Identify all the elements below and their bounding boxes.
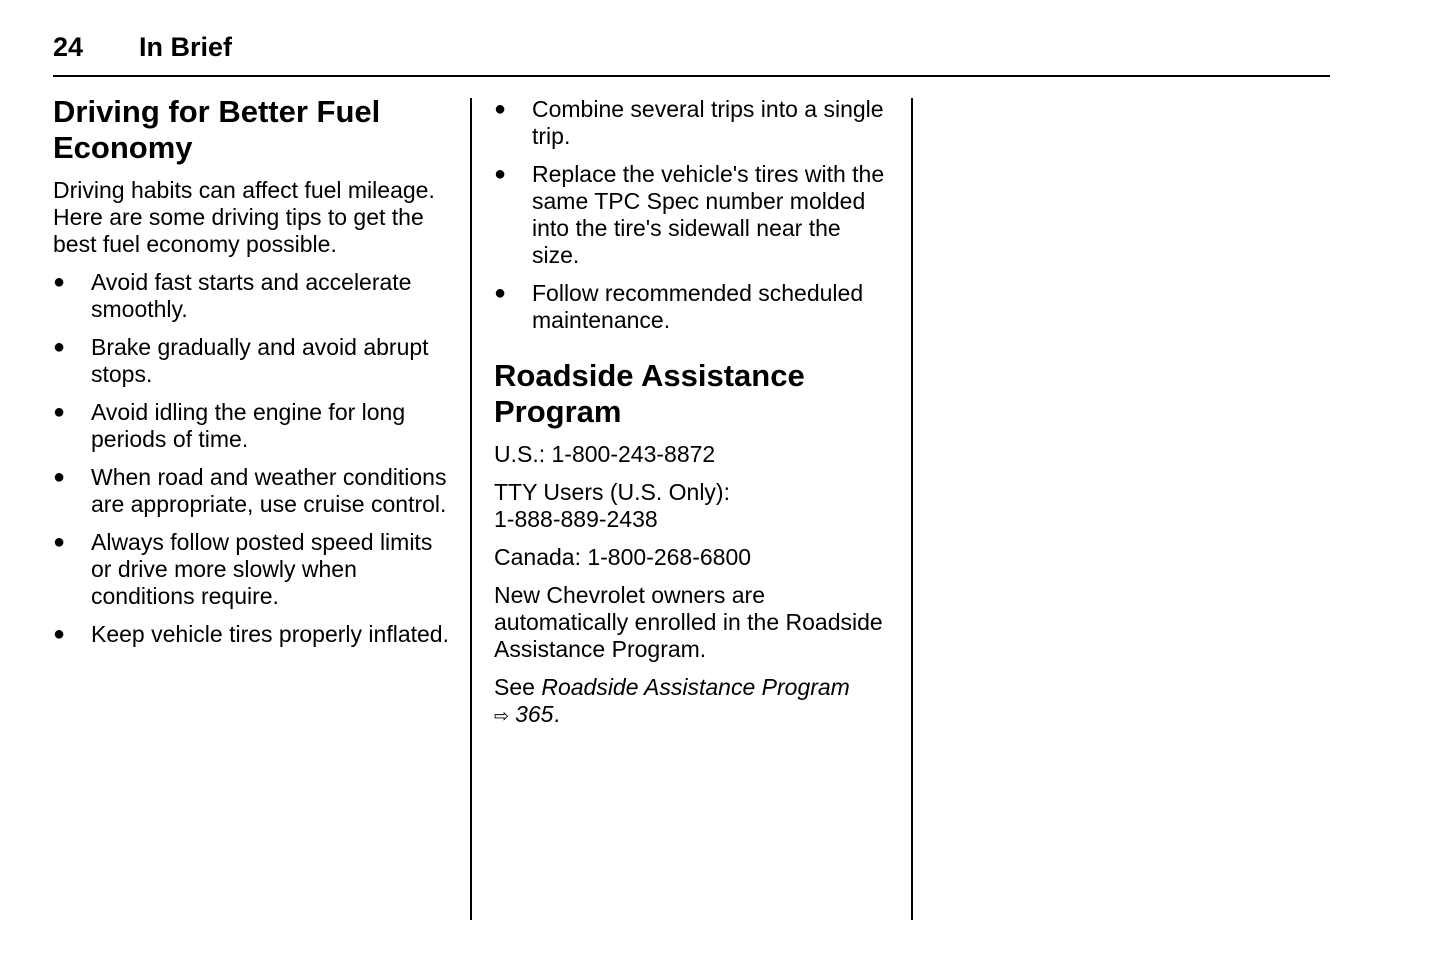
section-name: In Brief [139,32,233,62]
column-divider [911,98,913,920]
bullet-icon: ● [53,466,66,488]
fuel-tips-list [53,269,453,648]
enrollment-text: New Chevrolet owners are automatically enrolled in the Roadside Assistance Program. [494,582,883,662]
list-item: ● Combine several trips into a single trip. [494,96,884,149]
page-header [53,30,1330,77]
arrow-right-icon: ⇨ [494,706,510,726]
list-item: ● Always follow posted speed limits or drive more slowly when conditions require. [53,529,433,609]
list-item: ● Keep vehicle tires properly inflated. [53,621,449,647]
bullet-icon: ● [53,271,66,293]
bullet-icon: ● [494,98,507,120]
list-item: ● Brake gradually and avoid abrupt stops. [53,334,429,387]
bullet-icon: ● [494,163,507,185]
see-reference: See Roadside Assistance Program ⇨ 365. [494,674,850,727]
list-item: ● Avoid fast starts and accelerate smoothly. [53,269,412,322]
bullet-icon: ● [53,531,66,553]
list-item: ● Replace the vehicle's tires with the same TPC Spec number molded into the tire's sidewall near the size. [494,161,885,268]
column-divider [470,98,472,920]
fuel-economy-title: Driving for Better Fuel Economy [53,94,381,165]
list-item: ● When road and weather conditions are appropriate, use cruise control. [53,464,447,517]
canada-phone: Canada: 1-800-268-6800 [494,544,752,570]
us-phone: U.S.: 1-800-243-8872 [494,441,716,467]
list-item: ● Follow recommended scheduled maintenance. [494,280,864,333]
reference-page-link[interactable]: 365 [515,701,554,727]
roadside-title: Roadside Assistance Program [494,358,805,429]
bullet-icon: ● [494,282,507,304]
fuel-tips-list-continued [494,96,894,334]
list-item: ● Avoid idling the engine for long periods of time. [53,399,406,452]
tty-phone: TTY Users (U.S. Only): 1-888-889-2438 [494,479,730,532]
reference-link[interactable]: Roadside Assistance Program [541,674,850,700]
bullet-icon: ● [53,401,66,423]
middle-column [494,96,894,741]
left-column [53,94,453,659]
page-number: 24 [53,32,84,62]
fuel-economy-intro: Driving habits can affect fuel mileage. Here are some driving tips to get the best fuel economy possible. [53,177,435,257]
bullet-icon: ● [53,623,66,645]
bullet-icon: ● [53,336,66,358]
